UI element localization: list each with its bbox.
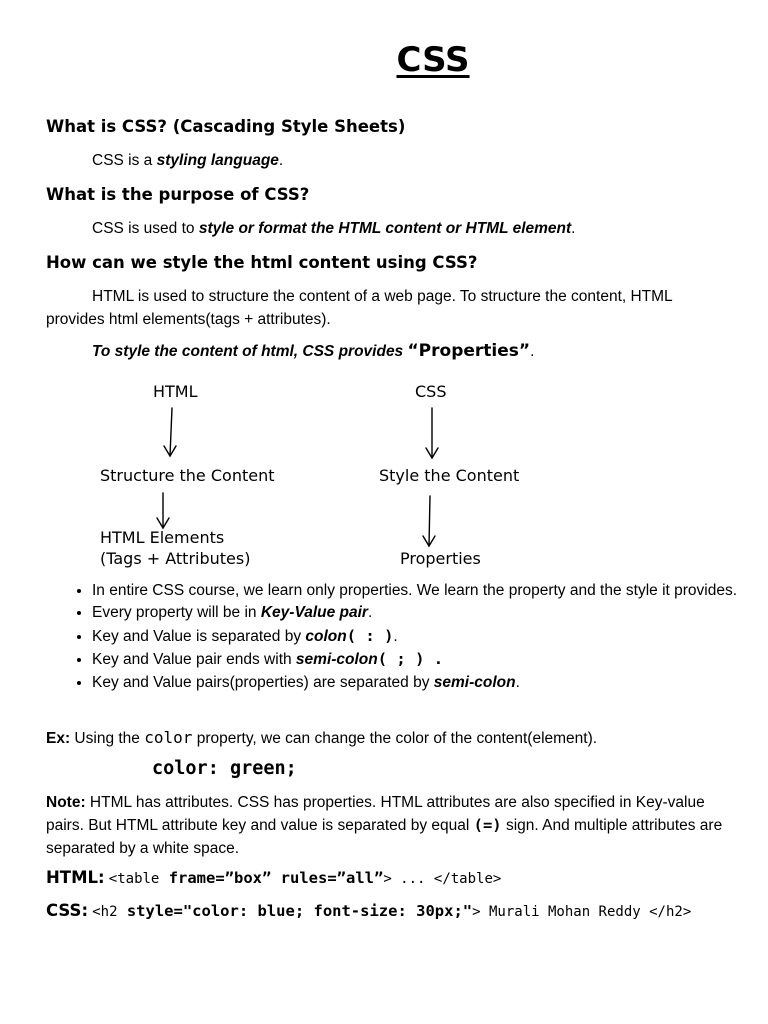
diagram-properties-label: Properties: [400, 549, 481, 568]
list-item: • In entire CSS course, we learn only properties. We learn the property and the style it provides.: [92, 580, 768, 602]
css-example-line: CSS: <h2 style="color: blue; font-size: 30px;"> Murali Mohan Reddy </h2>: [46, 901, 692, 920]
diagram-style-label: Style the Content: [379, 466, 520, 485]
example-paragraph: Ex: Using the color property, we can change the color of the content(element).: [46, 728, 598, 747]
arrow-html-to-structure: [170, 408, 172, 456]
arrow-style-to-properties: [429, 496, 430, 546]
page-title: CSS: [396, 40, 470, 80]
question-what-is-css: What is CSS? (Cascading Style Sheets): [46, 117, 406, 136]
key-points-list: [46, 580, 768, 694]
question-purpose: What is the purpose of CSS?: [46, 185, 310, 204]
note-paragraph: Note: HTML has attributes. CSS has properties. HTML attributes are also specified in Key-value pairs. But HTML attribute key and value is separated by equal (=) sign. And multiple attributes are separated by a white space.: [46, 794, 723, 857]
diagram-html-elements-label: HTML Elements: [100, 528, 225, 547]
diagram-css-label: CSS: [415, 382, 447, 401]
html-css-diagram: [90, 376, 550, 576]
diagram-html-label: HTML: [153, 382, 198, 401]
question-how-style: How can we style the html content using CSS?: [46, 253, 478, 272]
diagram-tags-attributes-label: (Tags + Attributes): [100, 549, 251, 568]
list-item: • Key and Value pairs(properties) are separated by semi-colon.: [92, 672, 768, 694]
answer-how-style: HTML is used to structure the content of a web page. To structure the content, HTML provides html elements(tags + attributes).: [46, 288, 673, 328]
example-code: color: green;: [152, 758, 297, 779]
list-item: • Key and Value pair ends with semi-colon( ; ) .: [92, 648, 768, 671]
list-item: • Every property will be in Key-Value pair.: [92, 602, 768, 624]
answer-properties: To style the content of html, CSS provides “Properties”.: [92, 341, 535, 361]
answer-what-is-css: CSS is a styling language.: [92, 152, 284, 169]
answer-purpose: CSS is used to style or format the HTML content or HTML element.: [92, 220, 576, 237]
list-item: • Key and Value is separated by colon( : ).: [92, 625, 768, 648]
diagram-structure-label: Structure the Content: [100, 466, 275, 485]
html-example-line: HTML: <table frame=”box” rules=”all”> ... </table>: [46, 868, 502, 887]
